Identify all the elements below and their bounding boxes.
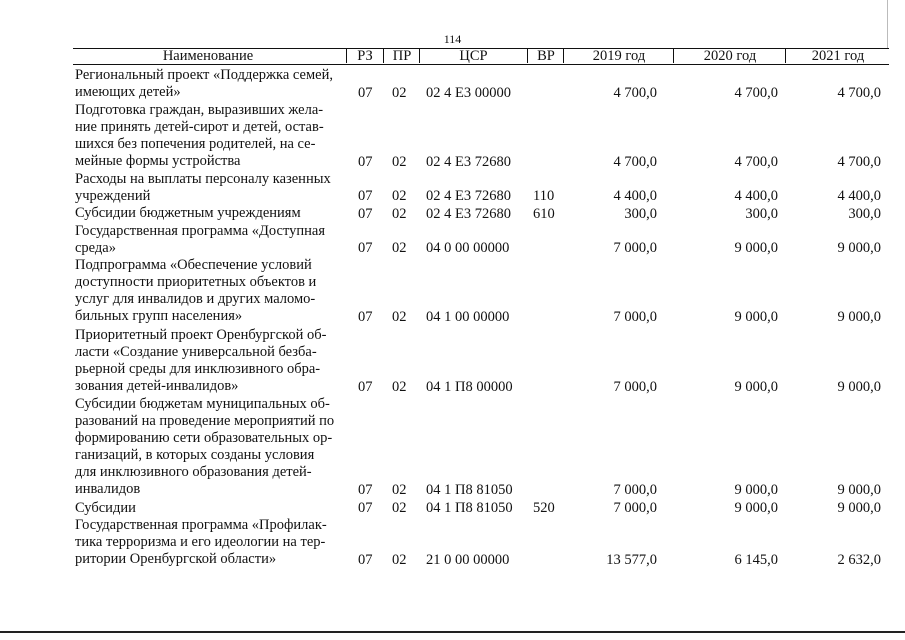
cell-y2020: 4 700,0 <box>734 84 778 101</box>
row-name-line: услуг для инвалидов и других маломо- <box>75 291 316 308</box>
cell-y2020: 4 400,0 <box>734 188 778 205</box>
table-row <box>0 171 905 206</box>
row-name <box>75 205 345 222</box>
cell-csr: 04 0 00 00000 <box>426 240 510 257</box>
cell-csr: 02 4 Е3 00000 <box>426 84 511 101</box>
table-row <box>0 517 905 569</box>
cell-pr: 02 <box>392 482 407 499</box>
row-name <box>75 396 345 498</box>
cell-rz: 07 <box>358 240 373 257</box>
cell-csr: 04 1 П8 00000 <box>426 378 513 395</box>
row-name-line: среда» <box>75 239 116 256</box>
cell-y2019: 7 000,0 <box>613 240 657 257</box>
cell-y2019: 7 000,0 <box>613 378 657 395</box>
cell-pr: 02 <box>392 188 407 205</box>
cell-pr: 02 <box>392 499 407 516</box>
cell-pr: 02 <box>392 378 407 395</box>
cell-y2021: 9 000,0 <box>837 240 881 257</box>
cell-y2021: 9 000,0 <box>837 482 881 499</box>
table-row <box>0 327 905 396</box>
cell-vr: 110 <box>533 188 555 205</box>
row-name-line: рьерной среды для инклюзивного обра- <box>75 360 321 377</box>
header-2019: 2019 год <box>563 49 674 63</box>
table-row <box>0 205 905 222</box>
header-rz: РЗ <box>346 49 383 63</box>
table-header <box>73 48 889 65</box>
header-csr: ЦСР <box>419 49 527 63</box>
cell-y2020: 4 700,0 <box>734 153 778 170</box>
cell-rz: 07 <box>358 482 373 499</box>
cell-vr: 520 <box>533 499 555 516</box>
cell-y2021: 9 000,0 <box>837 499 881 516</box>
cell-rz: 07 <box>358 551 373 568</box>
cell-pr: 02 <box>392 309 407 326</box>
row-name-line: учреждений <box>75 187 151 204</box>
row-name-line: для инклюзивного образования детей- <box>75 463 312 480</box>
cell-csr: 02 4 Е3 72680 <box>426 205 511 222</box>
table-row <box>0 396 905 500</box>
page-edge-line <box>887 0 888 48</box>
row-name <box>75 67 345 101</box>
row-name-line: Субсидии бюджетам муниципальных об- <box>75 395 330 412</box>
table-row <box>0 257 905 326</box>
row-name-line: бильных групп населения» <box>75 308 243 325</box>
header-2020: 2020 год <box>673 49 786 63</box>
row-name-line: Государственная программа «Доступная <box>75 222 325 239</box>
header-name: Наименование <box>162 48 254 64</box>
row-name-line: шихся без попечения родителей, на се- <box>75 135 316 152</box>
cell-y2021: 300,0 <box>848 205 881 222</box>
row-name-line: Приоритетный проект Оренбургской об- <box>75 326 327 343</box>
cell-pr: 02 <box>392 84 407 101</box>
page-number: 114 <box>443 32 462 46</box>
row-name-line: Расходы на выплаты персоналу казенных <box>75 170 331 187</box>
cell-rz: 07 <box>358 153 373 170</box>
cell-y2019: 7 000,0 <box>613 482 657 499</box>
table-row <box>0 500 905 517</box>
row-name-line: Субсидии бюджетным учреждениям <box>75 205 301 222</box>
cell-pr: 02 <box>392 205 407 222</box>
cell-rz: 07 <box>358 84 373 101</box>
row-name-line: зования детей-инвалидов» <box>75 377 239 394</box>
row-name-line: Субсидии <box>75 499 136 516</box>
cell-csr: 02 4 Е3 72680 <box>426 153 511 170</box>
cell-y2020: 9 000,0 <box>734 482 778 499</box>
cell-y2019: 4 700,0 <box>613 153 657 170</box>
cell-y2021: 4 400,0 <box>837 188 881 205</box>
header-pr: ПР <box>383 49 420 63</box>
cell-y2019: 7 000,0 <box>613 309 657 326</box>
table-row <box>0 67 905 102</box>
row-name-line: ритории Оренбургской области» <box>75 550 277 567</box>
cell-csr: 04 1 00 00000 <box>426 309 510 326</box>
cell-rz: 07 <box>358 309 373 326</box>
row-name <box>75 223 345 257</box>
cell-pr: 02 <box>392 153 407 170</box>
cell-rz: 07 <box>358 188 373 205</box>
cell-rz: 07 <box>358 205 373 222</box>
row-name-line: тика терроризма и его идеологии на тер- <box>75 533 326 550</box>
row-name-line: разований на проведение мероприятий по <box>75 412 335 429</box>
cell-y2021: 4 700,0 <box>837 84 881 101</box>
row-name-line: мейные формы устройства <box>75 152 241 169</box>
row-name <box>75 517 345 568</box>
cell-y2021: 2 632,0 <box>837 551 881 568</box>
row-name-line: ние принять детей-сирот и детей, остав- <box>75 118 324 135</box>
row-name-line: ласти «Создание универсальной безба- <box>75 343 317 360</box>
cell-rz: 07 <box>358 378 373 395</box>
header-vr: ВР <box>527 49 564 63</box>
bottom-rule <box>0 631 905 633</box>
cell-y2020: 9 000,0 <box>734 499 778 516</box>
header-2021: 2021 год <box>785 49 890 63</box>
cell-vr: 610 <box>533 205 555 222</box>
cell-y2021: 9 000,0 <box>837 378 881 395</box>
row-name-line: инвалидов <box>75 480 141 497</box>
cell-y2020: 9 000,0 <box>734 309 778 326</box>
row-name <box>75 171 345 205</box>
cell-pr: 02 <box>392 551 407 568</box>
cell-y2019: 4 400,0 <box>613 188 657 205</box>
row-name-line: Подготовка граждан, выразивших жела- <box>75 101 324 118</box>
cell-rz: 07 <box>358 499 373 516</box>
cell-y2020: 9 000,0 <box>734 240 778 257</box>
row-name-line: Подпрограмма «Обеспечение условий <box>75 257 312 274</box>
row-name-line: имеющих детей» <box>75 84 181 100</box>
cell-y2019: 4 700,0 <box>613 84 657 101</box>
row-name <box>75 102 345 170</box>
cell-csr: 02 4 Е3 72680 <box>426 188 511 205</box>
cell-y2019: 13 577,0 <box>606 551 657 568</box>
table-row <box>0 223 905 258</box>
table-row <box>0 102 905 171</box>
row-name-line: ганизаций, в которых созданы условия <box>75 446 315 463</box>
cell-y2020: 9 000,0 <box>734 378 778 395</box>
row-name <box>75 500 345 517</box>
cell-pr: 02 <box>392 240 407 257</box>
row-name-line: доступности приоритетных объектов и <box>75 274 317 291</box>
cell-y2020: 300,0 <box>745 205 778 222</box>
cell-y2021: 4 700,0 <box>837 153 881 170</box>
cell-csr: 04 1 П8 81050 <box>426 499 513 516</box>
row-name <box>75 327 345 395</box>
row-name-line: формированию сети образовательных ор- <box>75 429 333 446</box>
cell-y2021: 9 000,0 <box>837 309 881 326</box>
cell-y2019: 7 000,0 <box>613 499 657 516</box>
row-name <box>75 257 345 325</box>
cell-csr: 04 1 П8 81050 <box>426 482 513 499</box>
cell-y2019: 300,0 <box>624 205 657 222</box>
cell-csr: 21 0 00 00000 <box>426 551 510 568</box>
row-name-line: Государственная программа «Профилак- <box>75 516 327 533</box>
row-name-line: Региональный проект «Поддержка семей, <box>75 67 333 83</box>
cell-y2020: 6 145,0 <box>734 551 778 568</box>
